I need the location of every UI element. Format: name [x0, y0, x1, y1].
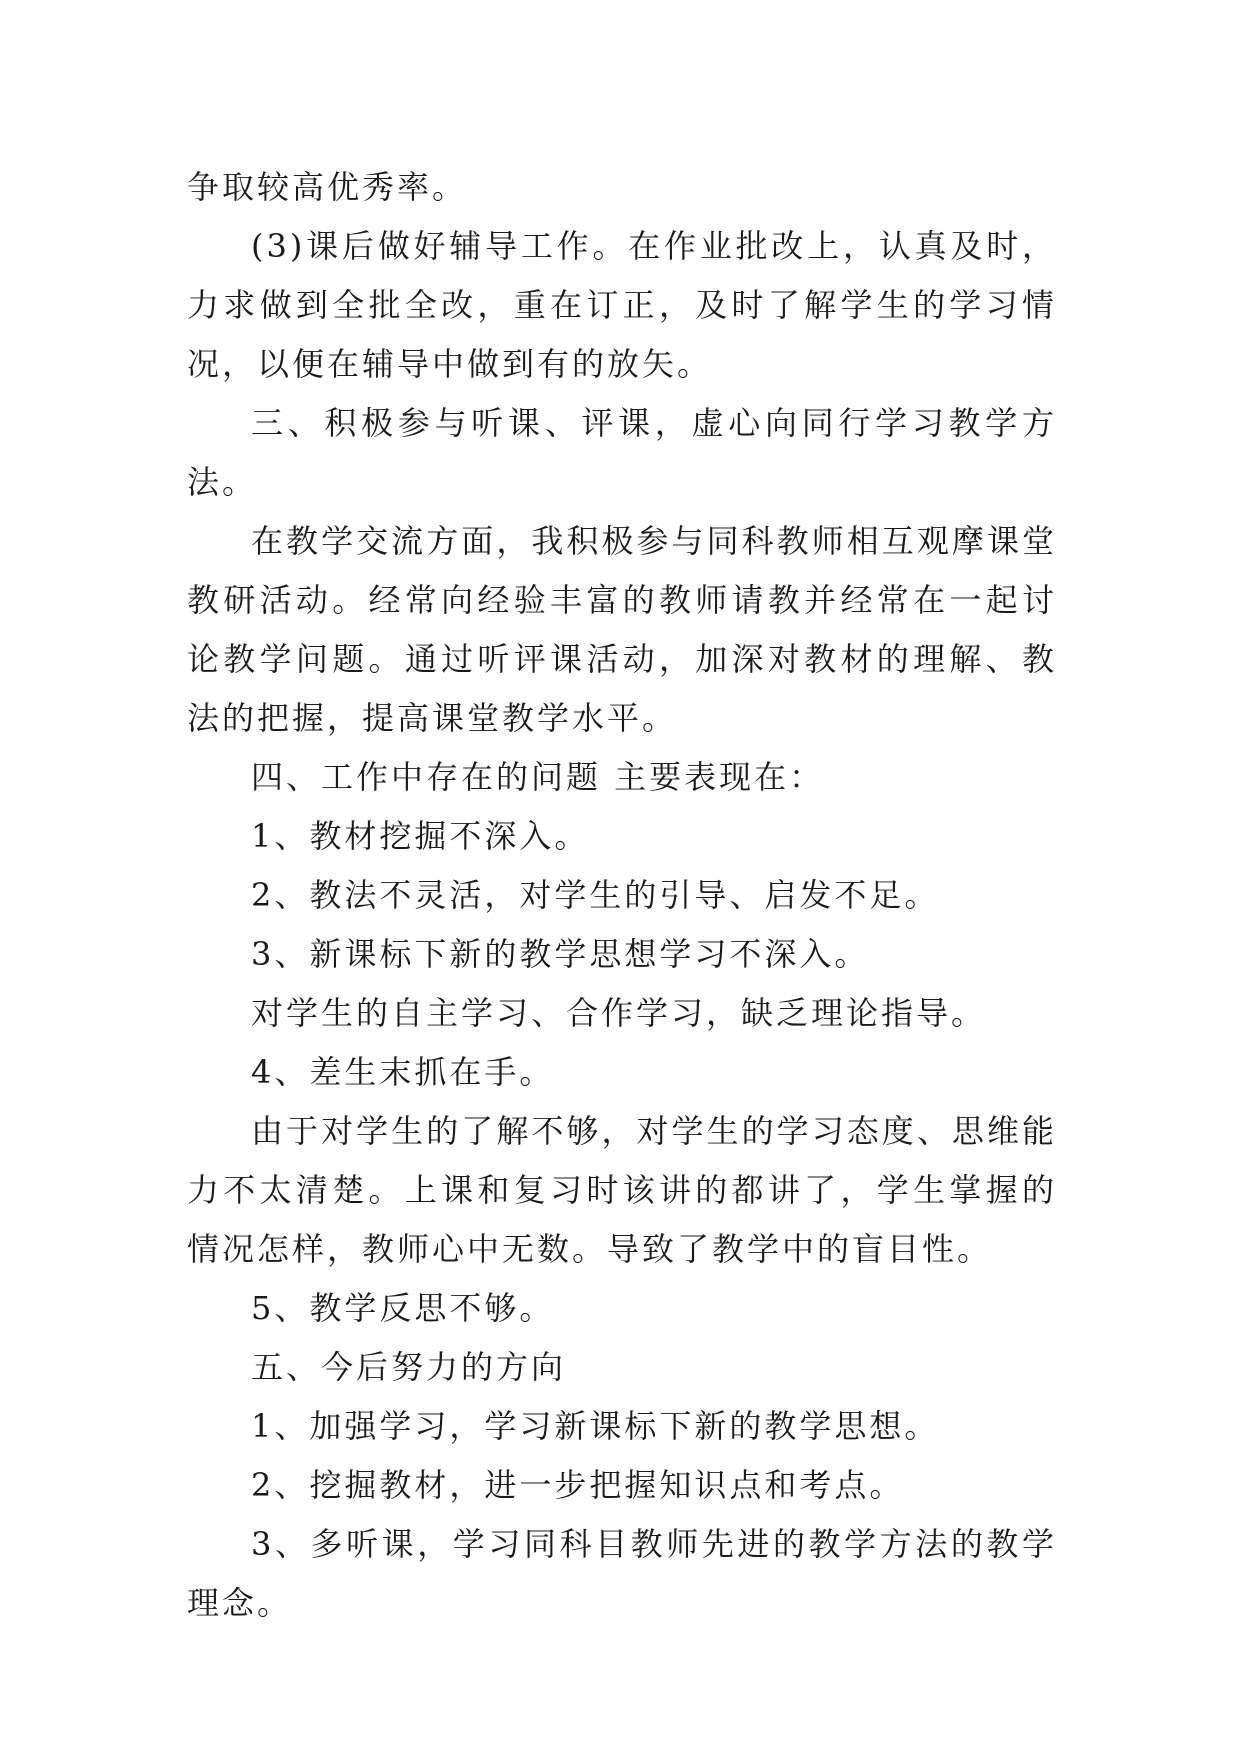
- list-item-problem-4: 4、差生末抓在手。: [251, 1053, 555, 1091]
- paragraph-problem-4-detail: 由于对学生的了解不够，对学生的学习态度、思维能力不太清楚。上课和复习时该讲的都讲了，学生掌握的情况怎样，教师心中无数。导致了教学中的盲目性。: [187, 1112, 1057, 1268]
- heading-section-4: 四、工作中存在的问题 主要表现在：: [251, 758, 825, 796]
- paragraph-problem-3-detail: 对学生的自主学习、合作学习，缺乏理论指导。: [251, 994, 987, 1032]
- list-item-problem-1: 1、教材挖掘不深入。: [251, 817, 590, 855]
- list-item-direction-2: 2、挖掘教材，进一步把握知识点和考点。: [251, 1466, 905, 1504]
- paragraph-teaching-exchange: 在教学交流方面，我积极参与同科教师相互观摩课堂教研活动。经常向经验丰富的教师请教并经常在一起讨论教学问题。通过听评课活动，加深对教材的理解、教法的把握，提高课堂教学水平。: [187, 522, 1057, 737]
- paragraph-tutoring: (3)课后做好辅导工作。在作业批改上，认真及时，力求做到全批全改，重在订正，及时了解学生的学习情况，以便在辅导中做到有的放矢。: [187, 227, 1057, 383]
- list-item-direction-1: 1、加强学习，学习新课标下新的教学思想。: [251, 1407, 940, 1445]
- list-item-problem-5: 5、教学反思不够。: [251, 1289, 555, 1327]
- document-page: [187, 158, 1057, 1633]
- list-item-problem-3: 3、新课标下新的教学思想学习不深入。: [251, 935, 870, 973]
- heading-section-3: 三、积极参与听课、评课，虚心向同行学习教学方法。: [187, 404, 1057, 501]
- paragraph-continuation: 争取较高优秀率。: [187, 168, 468, 206]
- list-item-direction-3: 3、多听课，学习同科目教师先进的教学方法的教学理念。: [187, 1525, 1057, 1622]
- list-item-problem-2: 2、教法不灵活，对学生的引导、启发不足。: [251, 876, 940, 914]
- heading-section-5: 五、今后努力的方向: [251, 1348, 567, 1386]
